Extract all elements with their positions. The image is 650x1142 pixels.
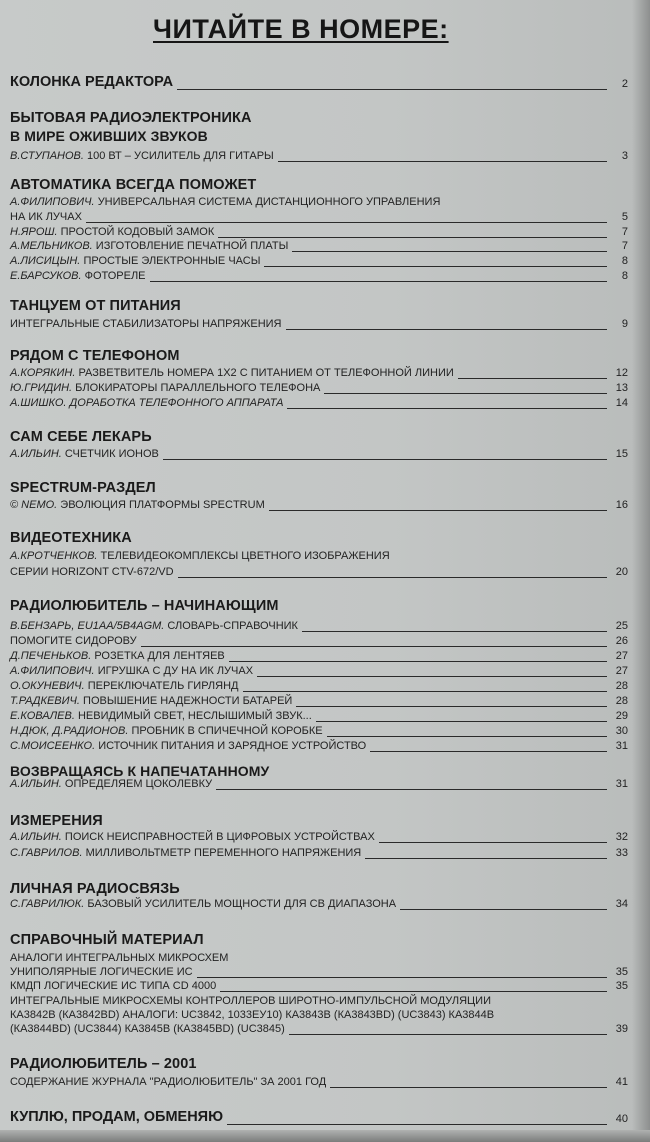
entry-title: КА3842В (КА3842ВD) АНАЛОГИ: UC3842, 1033ЕУ10) КА3843В (КА3843ВD) (UC3843) КА3844В — [10, 1009, 495, 1021]
entry-title: ФОТОРЕЛЕ — [84, 270, 146, 282]
table-row — [10, 382, 628, 395]
leader-line — [216, 789, 607, 790]
entry-author: А.ФИЛИПОВИЧ. — [10, 196, 95, 208]
entry-title: РОЗЕТКА ДЛЯ ЛЕНТЯЕВ — [94, 650, 225, 662]
leader-line — [296, 706, 607, 707]
entry-title: НЕВИДИМЫЙ СВЕТ, НЕСЛЫШИМЫЙ ЗВУК... — [77, 710, 312, 722]
leader-line — [324, 393, 607, 394]
entry-text — [10, 898, 396, 911]
page-number: 20 — [615, 566, 628, 578]
table-row — [10, 710, 628, 723]
page-number: 31 — [615, 740, 628, 752]
entry-title: ИГРУШКА С ДУ НА ИК ЛУЧАХ — [97, 665, 254, 677]
leader-line — [243, 691, 608, 692]
page-number: 39 — [615, 1023, 628, 1035]
leader-line — [218, 237, 607, 238]
entry-author: А.ИЛЬИН. — [10, 778, 62, 790]
table-row — [10, 566, 628, 579]
leader-line — [330, 1087, 607, 1088]
page-number: 14 — [615, 397, 628, 409]
section-heading: САМ СЕБЕ ЛЕКАРЬ — [10, 429, 152, 445]
table-row — [10, 695, 628, 708]
entry-author: А.ИЛЬИН. — [10, 448, 62, 460]
entry-title: БАЗОВЫЙ УСИЛИТЕЛЬ МОЩНОСТИ ДЛЯ СВ ДИАПАЗОНА — [87, 898, 397, 910]
entry-text — [10, 1076, 326, 1089]
entry-title: ПРОСТЫЕ ЭЛЕКТРОННЫЕ ЧАСЫ — [83, 255, 261, 267]
entry-text — [10, 966, 193, 979]
entry-author: О.ОКУНЕВИЧ. — [10, 680, 85, 692]
table-row — [10, 620, 628, 633]
entry-text — [10, 980, 216, 993]
entry-text — [10, 710, 312, 723]
leader-line — [229, 661, 607, 662]
entry-author: А.ЛИСИЦЫН. — [10, 255, 81, 267]
section-heading: КОЛОНКА РЕДАКТОРА — [10, 74, 174, 90]
table-row — [10, 847, 628, 860]
section-heading: SPECTRUM-РАЗДЕЛ — [10, 480, 156, 496]
entry-text — [10, 150, 274, 163]
entry-title: ИНТЕГРАЛЬНЫЕ МИКРОСХЕМЫ КОНТРОЛЛЕРОВ ШИРОТНО-ИМПУЛЬСНОЙ МОДУЛЯЦИИ — [10, 995, 491, 1007]
entry-title: (КА3844ВD) (UC3844) КА3845В (КА3845ВD) (UC3845) — [10, 1023, 285, 1035]
entry-title: ПРОБНИК В СПИЧЕЧНОЙ КОРОБКЕ — [131, 725, 323, 737]
table-row — [10, 318, 628, 331]
entry-author: С.ГАВРИЛОВ. — [10, 847, 83, 859]
page-bottom-edge — [0, 1130, 650, 1142]
entry-text — [10, 566, 174, 579]
section-heading: РАДИОЛЮБИТЕЛЬ – 2001 — [10, 1056, 197, 1072]
leader-line — [289, 1034, 607, 1035]
entry-title: МИЛЛИВОЛЬТМЕТР ПЕРЕМЕННОГО НАПРЯЖЕНИЯ — [85, 847, 362, 859]
leader-line — [178, 577, 607, 578]
section-heading: БЫТОВАЯ РАДИОЭЛЕКТРОНИКА — [10, 110, 252, 126]
page-number: 12 — [615, 367, 628, 379]
leader-line — [379, 842, 607, 843]
entry-line — [10, 1009, 494, 1022]
table-row — [10, 211, 628, 224]
page-number: 41 — [615, 1076, 628, 1088]
page-number: 8 — [621, 270, 628, 282]
leader-line — [177, 89, 607, 90]
entry-author: В.СТУПАНОВ. — [10, 150, 84, 162]
page-number: 31 — [615, 778, 628, 790]
table-row — [10, 740, 628, 753]
entry-title: КМДП ЛОГИЧЕСКИЕ ИС ТИПА CD 4000 — [10, 980, 217, 992]
page-number: 33 — [615, 847, 628, 859]
page-number: 16 — [615, 499, 628, 511]
entry-title: АНАЛОГИ ИНТЕГРАЛЬНЫХ МИКРОСХЕМ — [10, 952, 229, 964]
section-heading: ВОЗВРАЩАЯСЬ К НАПЕЧАТАННОМУ — [10, 763, 270, 779]
leader-line — [278, 161, 607, 162]
table-row — [10, 980, 628, 993]
entry-title: ПОВЫШЕНИЕ НАДЕЖНОСТИ БАТАРЕЙ — [83, 695, 293, 707]
entry-title: ПОМОГИТЕ СИДОРОВУ — [10, 635, 137, 647]
entry-text — [10, 270, 146, 283]
entry-author: А.КРОТЧЕНКОВ. — [10, 550, 98, 562]
page-title: ЧИТАЙТЕ В НОМЕРЕ: — [153, 14, 449, 44]
table-row — [10, 665, 628, 678]
entry-title: ОПРЕДЕЛЯЕМ ЦОКОЛЕВКУ — [64, 778, 213, 790]
entry-text — [10, 740, 366, 753]
table-row — [10, 270, 628, 283]
table-row — [10, 367, 628, 380]
entry-title: ЭВОЛЮЦИЯ ПЛАТФОРМЫ SPECTRUM — [60, 499, 265, 511]
page-number: 34 — [615, 898, 628, 910]
table-row — [10, 150, 628, 163]
entry-text — [10, 448, 159, 461]
page-number: 13 — [615, 382, 628, 394]
entry-title: ДОРАБОТКА ТЕЛЕФОННОГО АППАРАТА — [69, 397, 284, 409]
page-number: 7 — [621, 240, 628, 252]
entry-author: Ю.ГРИДИН. — [10, 382, 73, 394]
entry-text — [10, 847, 361, 860]
table-row — [10, 255, 628, 268]
table-row — [10, 725, 628, 738]
entry-text — [10, 1023, 285, 1036]
table-row — [10, 240, 628, 253]
page-number: 9 — [621, 318, 628, 330]
page-number: 28 — [615, 695, 628, 707]
entry-title: СЧЕТЧИК ИОНОВ — [64, 448, 159, 460]
entry-title: ПЕРЕКЛЮЧАТЕЛЬ ГИРЛЯНД — [87, 680, 239, 692]
leader-line — [150, 281, 607, 282]
leader-line — [316, 721, 607, 722]
leader-line — [163, 459, 607, 460]
entry-text — [10, 680, 239, 693]
leader-line — [269, 510, 607, 511]
page-number: 29 — [615, 710, 628, 722]
table-row — [10, 226, 628, 239]
page-number: 27 — [615, 665, 628, 677]
page-number: 7 — [621, 226, 628, 238]
leader-line — [86, 222, 607, 223]
entry-author: Д.ПЕЧЕНЬКОВ. — [10, 650, 92, 662]
entry-author: А.КОРЯКИН. — [10, 367, 76, 379]
entry-title: ПРОСТОЙ КОДОВЫЙ ЗАМОК — [60, 226, 215, 238]
page-edge-shadow — [632, 0, 650, 1142]
page-number: 3 — [621, 150, 628, 162]
page-number: 35 — [615, 980, 628, 992]
entry-author: В.БЕНЗАРЬ, EU1AA/5B4AGM. — [10, 620, 165, 632]
entry-author: Т.РАДКЕВИЧ. — [10, 695, 80, 707]
section-row — [10, 74, 628, 91]
entry-title: ИЗГОТОВЛЕНИЕ ПЕЧАТНОЙ ПЛАТЫ — [95, 240, 289, 252]
leader-line — [257, 676, 607, 677]
leader-line — [370, 751, 607, 752]
table-row — [10, 831, 628, 844]
table-row — [10, 966, 628, 979]
leader-line — [458, 378, 607, 379]
entry-title: СЛОВАРЬ-СПРАВОЧНИК — [167, 620, 298, 632]
entry-author: Е.КОВАЛЕВ. — [10, 710, 75, 722]
table-row — [10, 499, 628, 512]
page-number: 27 — [615, 650, 628, 662]
leader-line — [227, 1124, 607, 1125]
entry-line — [10, 196, 440, 209]
page-number: 15 — [615, 448, 628, 460]
table-row — [10, 397, 628, 410]
entry-line — [10, 995, 491, 1008]
entry-author: Н.ЯРОШ. — [10, 226, 58, 238]
entry-author: А.ИЛЬИН. — [10, 831, 62, 843]
entry-text — [10, 318, 282, 331]
table-row — [10, 1076, 628, 1089]
table-row — [10, 898, 628, 911]
entry-text — [10, 255, 260, 268]
entry-title: РАЗВЕТВИТЕЛЬ НОМЕРА 1Х2 С ПИТАНИЕМ ОТ ТЕЛЕФОННОЙ ЛИНИИ — [78, 367, 454, 379]
entry-text — [10, 831, 375, 844]
entry-title: НА ИК ЛУЧАХ — [10, 211, 82, 223]
entry-line — [10, 952, 228, 965]
entry-text — [10, 499, 265, 512]
section-heading: ЛИЧНАЯ РАДИОСВЯЗЬ — [10, 881, 180, 897]
entry-text — [10, 226, 214, 239]
entry-title: СОДЕРЖАНИЕ ЖУРНАЛА "РАДИОЛЮБИТЕЛЬ" ЗА 2001 ГОД — [10, 1076, 327, 1088]
entry-text — [10, 620, 298, 633]
page-number: 5 — [621, 211, 628, 223]
entry-text — [10, 211, 82, 224]
page-number: 8 — [621, 255, 628, 267]
entry-author: А.ФИЛИПОВИЧ. — [10, 665, 95, 677]
section-heading: КУПЛЮ, ПРОДАМ, ОБМЕНЯЮ — [10, 1109, 224, 1125]
section-heading: РЯДОМ С ТЕЛЕФОНОМ — [10, 348, 180, 364]
entry-text — [10, 397, 283, 410]
entry-text — [10, 367, 454, 380]
entry-text — [10, 635, 137, 648]
entry-author: Н.ДЮК, Д.РАДИОНОВ. — [10, 725, 129, 737]
leader-line — [292, 251, 607, 252]
entry-text — [10, 725, 323, 738]
leader-line — [141, 646, 607, 647]
section-heading: В МИРЕ ОЖИВШИХ ЗВУКОВ — [10, 128, 208, 144]
entry-author: Е.БАРСУКОВ. — [10, 270, 82, 282]
page-number: 35 — [615, 966, 628, 978]
section-row — [10, 1109, 628, 1126]
leader-line — [365, 858, 607, 859]
entry-title: ИСТОЧНИК ПИТАНИЯ И ЗАРЯДНОЕ УСТРОЙСТВО — [98, 740, 367, 752]
table-row — [10, 778, 628, 791]
table-row — [10, 635, 628, 648]
leader-line — [286, 329, 608, 330]
table-row — [10, 680, 628, 693]
entry-title: 100 ВТ – УСИЛИТЕЛЬ ДЛЯ ГИТАРЫ — [87, 150, 274, 162]
section-heading: РАДИОЛЮБИТЕЛЬ – НАЧИНАЮЩИМ — [10, 598, 279, 614]
entry-author: А.МЕЛЬНИКОВ. — [10, 240, 93, 252]
section-heading: СПРАВОЧНЫЙ МАТЕРИАЛ — [10, 932, 204, 948]
table-row — [10, 1023, 628, 1036]
section-heading: ВИДЕОТЕХНИКА — [10, 530, 132, 546]
table-row — [10, 448, 628, 461]
page-number: 2 — [621, 78, 628, 90]
entry-title: УНИВЕРСАЛЬНАЯ СИСТЕМА ДИСТАНЦИОННОГО УПРАВЛЕНИЯ — [97, 196, 441, 208]
page-number: 26 — [615, 635, 628, 647]
entry-title: УНИПОЛЯРНЫЕ ЛОГИЧЕСКИЕ ИС — [10, 966, 193, 978]
section-heading: АВТОМАТИКА ВСЕГДА ПОМОЖЕТ — [10, 177, 257, 193]
entry-title: ТЕЛЕВИДЕОКОМПЛЕКСЫ ЦВЕТНОГО ИЗОБРАЖЕНИЯ — [100, 550, 390, 562]
entry-title: БЛОКИРАТОРЫ ПАРАЛЛЕЛЬНОГО ТЕЛЕФОНА — [75, 382, 321, 394]
entry-text — [10, 695, 292, 708]
page-number: 40 — [615, 1113, 628, 1125]
leader-line — [220, 991, 607, 992]
entry-text — [10, 382, 320, 395]
entry-author: © NEMO. — [10, 499, 58, 511]
entry-text — [10, 650, 225, 663]
entry-title: СЕРИИ HORIZONT CTV-672/VD — [10, 566, 174, 578]
table-row — [10, 650, 628, 663]
page-number: 25 — [615, 620, 628, 632]
leader-line — [287, 408, 607, 409]
entry-text — [10, 778, 212, 791]
page-number: 32 — [615, 831, 628, 843]
entry-author: С.МОИСЕЕНКО. — [10, 740, 96, 752]
leader-line — [327, 736, 607, 737]
section-heading: ИЗМЕРЕНИЯ — [10, 813, 103, 829]
section-heading: ТАНЦУЕМ ОТ ПИТАНИЯ — [10, 298, 181, 314]
leader-line — [302, 631, 607, 632]
entry-line — [10, 550, 390, 563]
leader-line — [264, 266, 607, 267]
entry-author: С.ГАВРИЛЮК. — [10, 898, 85, 910]
entry-text — [10, 665, 253, 678]
entry-title: ИНТЕГРАЛЬНЫЕ СТАБИЛИЗАТОРЫ НАПРЯЖЕНИЯ — [10, 318, 282, 330]
entry-text — [10, 240, 288, 253]
leader-line — [197, 977, 607, 978]
page-number: 28 — [615, 680, 628, 692]
leader-line — [400, 909, 607, 910]
entry-title: ПОИСК НЕИСПРАВНОСТЕЙ В ЦИФРОВЫХ УСТРОЙСТВАХ — [64, 831, 375, 843]
page-number: 30 — [615, 725, 628, 737]
entry-author: А.ШИШКО. — [10, 397, 67, 409]
